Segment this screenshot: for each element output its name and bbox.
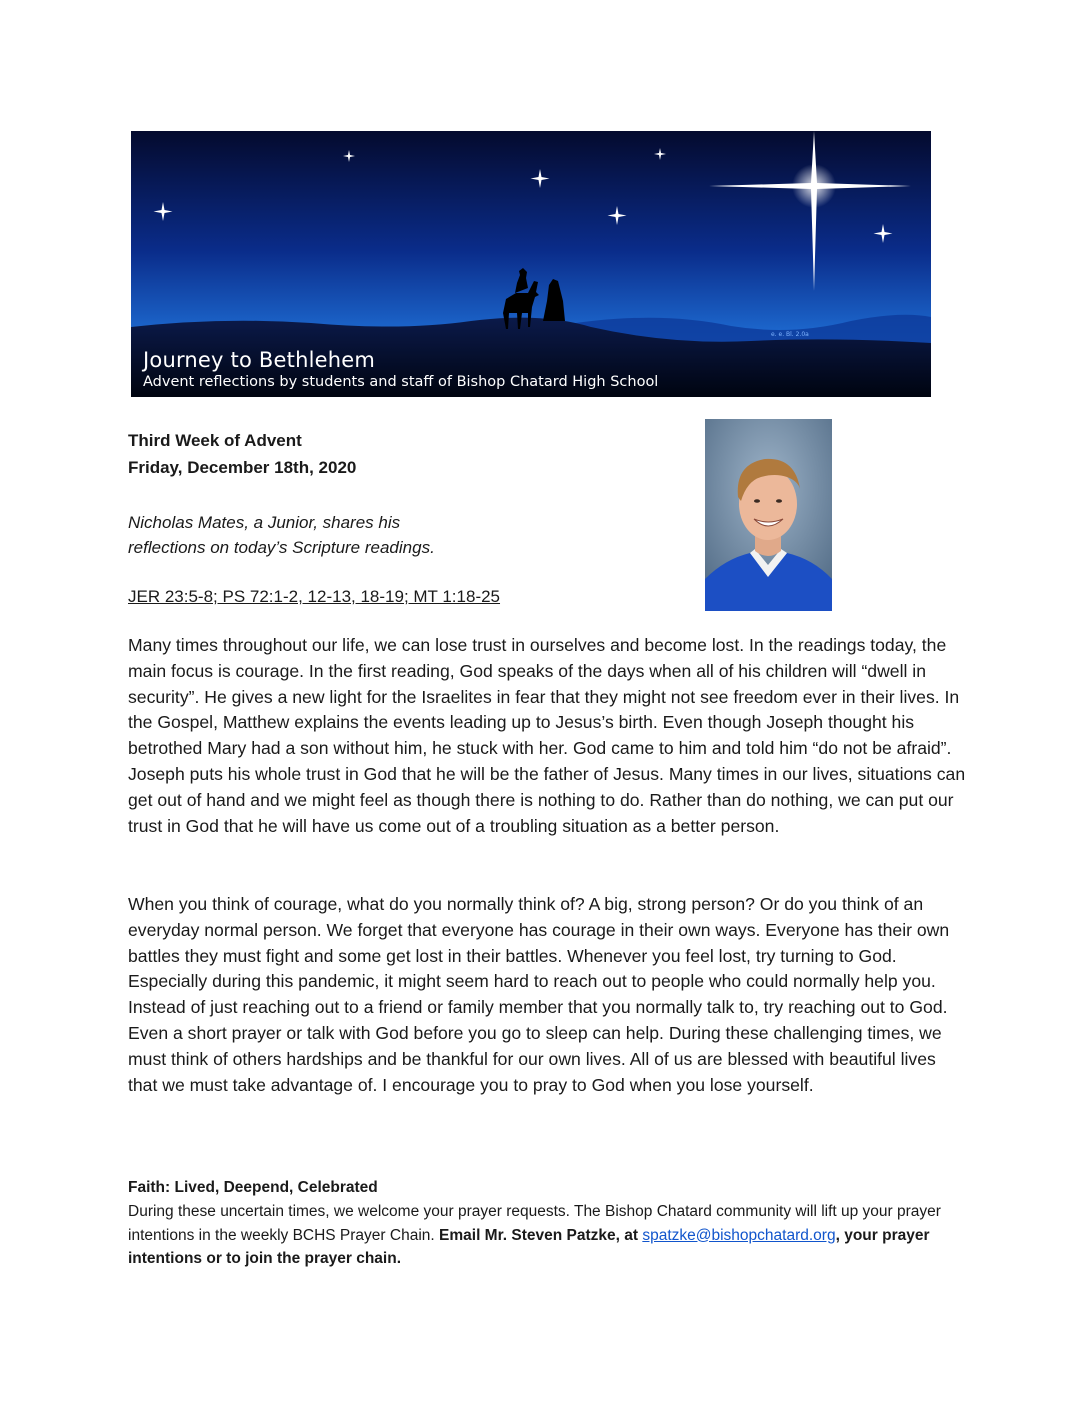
footer-body-text: During these uncertain times, we welcome your prayer requests. The Bishop Chatard community will lift up your prayer intentions in the weekly BCHS Prayer Chain. — [128, 1203, 941, 1244]
intro-line-2: reflections on today’s Scripture readings. — [128, 538, 435, 557]
journey-banner — [131, 131, 931, 397]
svg-text:e. e. Bl. 2.0a: e. e. Bl. 2.0a — [771, 331, 809, 338]
banner-subtitle: Advent reflections by students and staff of Bishop Chatard High School — [143, 374, 659, 390]
author-intro — [128, 510, 435, 560]
intro-line-1: Nicholas Mates, a Junior, shares his — [128, 513, 401, 532]
date-heading: Friday, December 18th, 2020 — [128, 458, 357, 477]
reflection-paragraph-1: Many times throughout our life, we can lose trust in ourselves and become lost. In the readings today, the main focus is courage. In the first reading, God speaks of the days when all of his children will “dwell in security”. He gives a new light for the Israelites in fear that they might not see freedom ever in their lives. In the Gospel, Matthew explains the events leading up to Jesus’s birth. Even though Joseph thought his betrothed Mary had a son without him, he stuck with her. God came to him and told him “do not be afraid”. Joseph puts his whole trust in God that he will be the father of Jesus. Many times in our lives, situations can get out of hand and we might feel as though there is nothing to do. Rather than do nothing, we can put our trust in God that he will have us come out of a troubling situation as a better person. — [128, 635, 966, 836]
email-link[interactable]: spatzke@bishopchatard.org — [642, 1226, 836, 1244]
student-photo — [705, 419, 832, 611]
reflection-paragraph-2: When you think of courage, what do you normally think of? A big, strong person? Or do you think of an everyday normal person. We forget that everyone has courage in their own ways. Everyone has their own battles they must fight and some get lost in their battles. Whenever you feel lost, try turning to God. Especially during this pandemic, it might seem hard to reach out to people who could normally help you. Instead of just reaching out to a friend or family member that you normally talk to, try reaching out to God. Even a short prayer or talk with God before you go to sleep can help. During these challenging times, we must think of others hardships and be thankful for our own lives. All of us are blessed with beautiful lives that we must take advantage of. I encourage you to pray to God when you lose yourself. — [128, 894, 950, 1095]
footer-prayer-request — [128, 1200, 968, 1271]
footer-body-end: , your prayer intentions or to join the prayer chain. — [128, 1226, 930, 1267]
footer-email-prompt: Email Mr. Steven Patzke, at — [439, 1226, 639, 1244]
banner-title: Journey to Bethlehem — [143, 348, 376, 372]
scripture-readings-link[interactable]: JER 23:5-8; PS 72:1-2, 12-13, 18-19; MT 1:18-25 — [128, 587, 501, 606]
footer-title: Faith: Lived, Deepend, Celebrated — [128, 1179, 378, 1196]
portrait-illustration — [705, 419, 832, 611]
advent-week-heading: Third Week of Advent — [128, 431, 302, 450]
